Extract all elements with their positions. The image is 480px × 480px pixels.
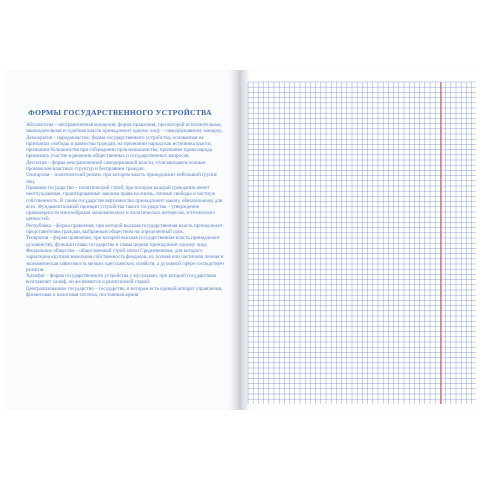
left-page-cover bbox=[4, 70, 236, 410]
paragraph-oligarchy: Олигархия – политический режим, при котором власть принадлежит небольшой группе лиц. bbox=[26, 172, 217, 185]
paragraph-feudal: Феодальное общество – общественный строй эпохи Средневековья, для которого характерна крупная земельная собственность феодалов, их полная или частичная личная и экономическая зависимость мелких крестьянских хозяйств, а духовной сфере господствует религия. bbox=[26, 247, 225, 273]
paragraph-caliphate: Халифат – форма государственного устройства у мусульман, при которой государством возглавляет халиф, он же является и религиозной главой. bbox=[26, 273, 217, 286]
paragraph-republic: Республика – форма правления, при которой высшая государственная власть принадлежит представителям граждан, выбранным обществом на определенный срок. bbox=[26, 222, 223, 236]
notebook-spread bbox=[0, 70, 480, 410]
paragraph-despotism: Деспотия – форма неограниченной самодержавной власти, отличающаяся полным произволом властных структур и бесправием граждан. bbox=[26, 159, 206, 173]
paragraph-theocracy: Теократия – форма правления, при которой высшая государственная власть принадлежит духовенству, функции главы государства и главы церкви принадлежат одному лицу. bbox=[26, 235, 220, 248]
notebook-binding bbox=[236, 70, 244, 410]
right-page-grid bbox=[244, 70, 476, 410]
paragraph-centralized: Централизованное государство – государство, в котором есть единый аппарат управления, финансовая и налоговая система, постоянная армия. bbox=[26, 285, 223, 299]
page-title: ФОРМЫ ГОСУДАРСТВЕННОГО УСТРОЙСТВА bbox=[28, 108, 212, 117]
article-body bbox=[26, 122, 226, 298]
squared-grid bbox=[244, 70, 476, 410]
paragraph-absolutism: Абсолютизм – неограниченная монархия; форма правления, при которой исполнительная, законодательная и судебная власть принадлежит одному лицу – самодержавному монарху. bbox=[26, 122, 223, 135]
paragraph-rule-of-law: Правовое государство – политический строй, при котором каждый гражданин имеет неотчуждаемые, гарантированные законом права на жизнь, личные свободы и частную собственность. В таком государстве верховенство принадлежит закону, обязательному для всех. Фундаментальный принцип устройства такого государства – утверждение правомерности многообразия экономических и политических интересов, эстетических ценностей. bbox=[26, 184, 223, 223]
paragraph-democracy: Демократия – народовластие; форма государственного устройства, основанная на принципах свободы и равенства граждан, на признании народа как источника власти, признании большинства при соблюдении прав меньшинства, признание права народа принимать участие в решении общественных и государственных вопросов. bbox=[26, 134, 212, 160]
